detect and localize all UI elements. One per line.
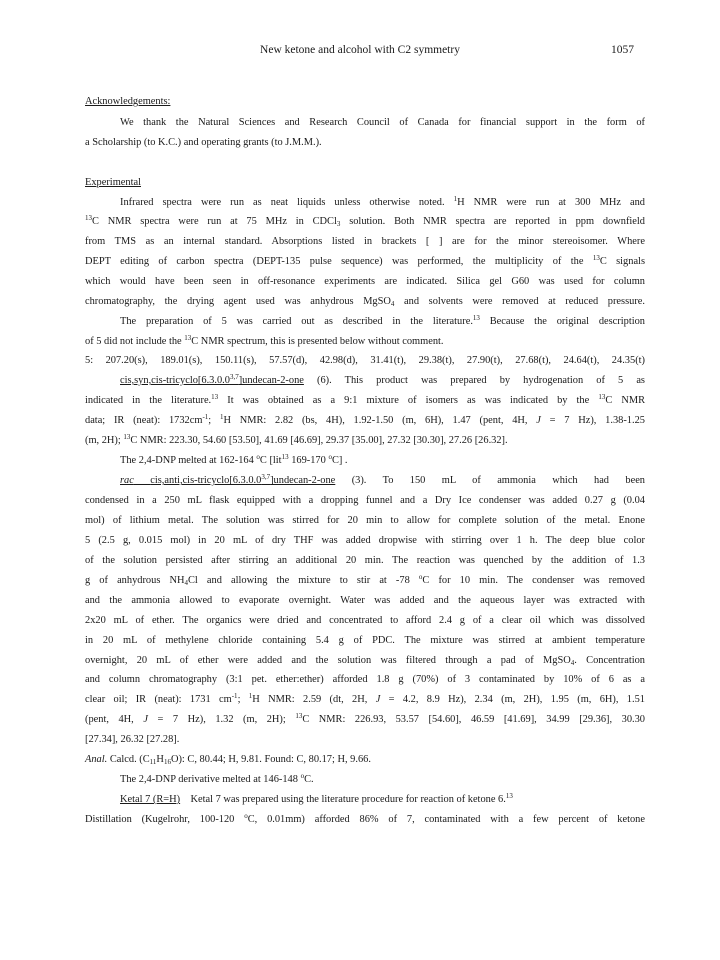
- nmr-data-line: 5: 207.20(s), 189.01(s), 150.11(s), 57.57(d), 42.98(d), 31.41(t), 29.38(t), 27.90(t), 27.68(t), 24.64(t), 24.35(t): [85, 355, 645, 366]
- compound-6-line: data; IR (neat): $1732cm^{-1}$; $^1$H NMR: 2.82 (bs, 4H), 1.92-1.50 (m, 6H), 1.47 (pent, 4H, J = 7 Hz), 1.38-1.25: [85, 413, 645, 426]
- compound-3-line: 5 (2.5 g, 0.015 mol) in 20 mL of dry THF was added dropwise with stirring over 1 h. The deep blue color: [85, 535, 645, 546]
- compound-3-line: mol) of lithium metal. The solution was stirred for 20 min to allow for complete solution of the metal. Enone: [85, 515, 645, 526]
- compound-3-dnp-line: The 2,4-DNP derivative melted at 146-148 $^o$C.: [120, 772, 314, 785]
- compound-6-line: cis,syn,cis-tricyclo[6.3.0.0$^{3,7}$]undecan-2-one (6). This product was prepared by hydrogenation of 5 as: [120, 373, 645, 386]
- compound-3-line: [27.34], 26.32 [27.28].: [85, 734, 180, 745]
- experimental-line: which would have been seen in off-resonance experiments are indicated. Silica gel G60 was used for column: [85, 276, 645, 287]
- compound-6-dnp-line: The 2,4-DNP melted at 162-164 $^o$C [lit$^{13}$ 169-170 $^o$C] .: [120, 453, 348, 466]
- experimental-heading: Experimental: [85, 177, 141, 188]
- compound-3-line: overnight, 20 mL of ether were added and the solution was filtered through a pad of MgSO$_4$. Concentration: [85, 655, 645, 667]
- experimental-line: $^{13}$C NMR spectra were run at 75 MHz in CDCl$_3$ solution. Both NMR spectra are reported in ppm downfield: [85, 214, 645, 228]
- experimental-line: The preparation of 5 was carried out as described in the literature.$^{13}$ Because the original description: [120, 314, 645, 327]
- ketal-7-line: Distillation (Kugelrohr, 100-120 $^o$C, 0.01mm) afforded 86% of 7, contaminated with a few percent of ketone: [85, 812, 645, 825]
- running-header: [0, 44, 720, 64]
- ack-line: a Scholarship (to K.C.) and operating grants (to J.M.M.).: [85, 137, 322, 148]
- compound-3-line: clear oil; IR (neat): 1731 $cm^{-1}$; $^1$H NMR: 2.59 (dt, 2H, J = 4.2, 8.9 Hz), 2.34 (m, 2H), 1.95 (m, 6H), 1.51: [85, 692, 645, 705]
- ketal-7-line: Ketal 7 (R=H) Ketal 7 was prepared using the literature procedure for reaction of ketone 6.13: [120, 792, 513, 805]
- compound-3-line: in 20 mL of methylene chloride containing 5.4 g of PDC. The mixture was stirred at ambient temperature: [85, 635, 645, 646]
- experimental-line: from TMS as an internal standard. Absorptions listed in brackets [ ] are for the minor stereoisomer. Where: [85, 236, 645, 247]
- compound-3-line: (pent, 4H, J = 7 Hz), 1.32 (m, 2H); $^{13}$C NMR: 226.93, 53.57 [54.60], 46.59 [41.69], 34.99 [29.36], 30.30: [85, 712, 646, 725]
- page-number: 1057: [611, 44, 634, 56]
- compound-3-line: g of anhydrous $NH_4Cl$ and allowing the mixture to stir at -78 $^o$C for 10 min. The condenser was removed: [85, 573, 645, 587]
- compound-3-line: 2x20 mL of ether. The organics were dried and concentrated to afford 2.4 g of a clear oil which was dissolved: [85, 615, 645, 626]
- compound-3-line: and the ammonia allowed to evaporate overnight. Water was added and the aqueous layer was extracted with: [85, 595, 645, 606]
- ack-line: We thank the Natural Sciences and Research Council of Canada for financial support in the form of: [120, 117, 645, 128]
- experimental-line: chromatography, the drying agent used was anhydrous MgSO$_4$ and solvents were removed at reduced pressure.: [85, 296, 645, 308]
- compound-3-line: rac cis,anti,cis-tricyclo[6.3.0.0$^{3,7}$]undecan-2-one (3). To 150 mL of ammonia which had been: [120, 473, 645, 486]
- compound-6-line: indicated in the literature.$^{13}$ It was obtained as a 9:1 mixture of isomers as was indicated by the $^{13}$C NMR: [85, 393, 646, 406]
- compound-3-line: and column chromatography (3:1 pet. ether:ether) afforded 1.8 g (70%) of 3 contaminated by 10% of 6 as a: [85, 674, 645, 685]
- experimental-line: Infrared spectra were run as neat liquids unless otherwise noted. $^1$H NMR were run at 300 MHz and: [120, 195, 645, 208]
- experimental-line: DEPT editing of carbon spectra (DEPT-135 pulse sequence) was performed, the multiplicity of the $^{13}$C signals: [85, 254, 645, 267]
- compound-3-line: of the solution persisted after stirring an additional 20 min. The reaction was quenched by the addition of 1.3: [85, 555, 645, 566]
- compound-6-line: (m, 2H); $^{13}$C NMR: 223.30, 54.60 [53.50], 41.69 [46.69], 29.37 [35.00], 27.32 [30.30], 27.26 [26.32].: [85, 433, 508, 446]
- compound-3-line: condensed in a 250 mL flask equipped with a dropping funnel and a Dry Ice condenser was added 0.27 g (0.04: [85, 495, 645, 506]
- elemental-analysis-line: Anal. Calcd. $(C_{11}H_{16}O)$: C, 80.44; H, 9.81. Found: C, 80.17; H, 9.66.: [85, 754, 371, 766]
- running-title: New ketone and alcohol with C2 symmetry: [260, 44, 460, 56]
- ack-heading: Acknowledgements:: [85, 96, 171, 107]
- experimental-line: of 5 did not include the $^{13}$C NMR spectrum, this is presented below without comment.: [85, 334, 444, 347]
